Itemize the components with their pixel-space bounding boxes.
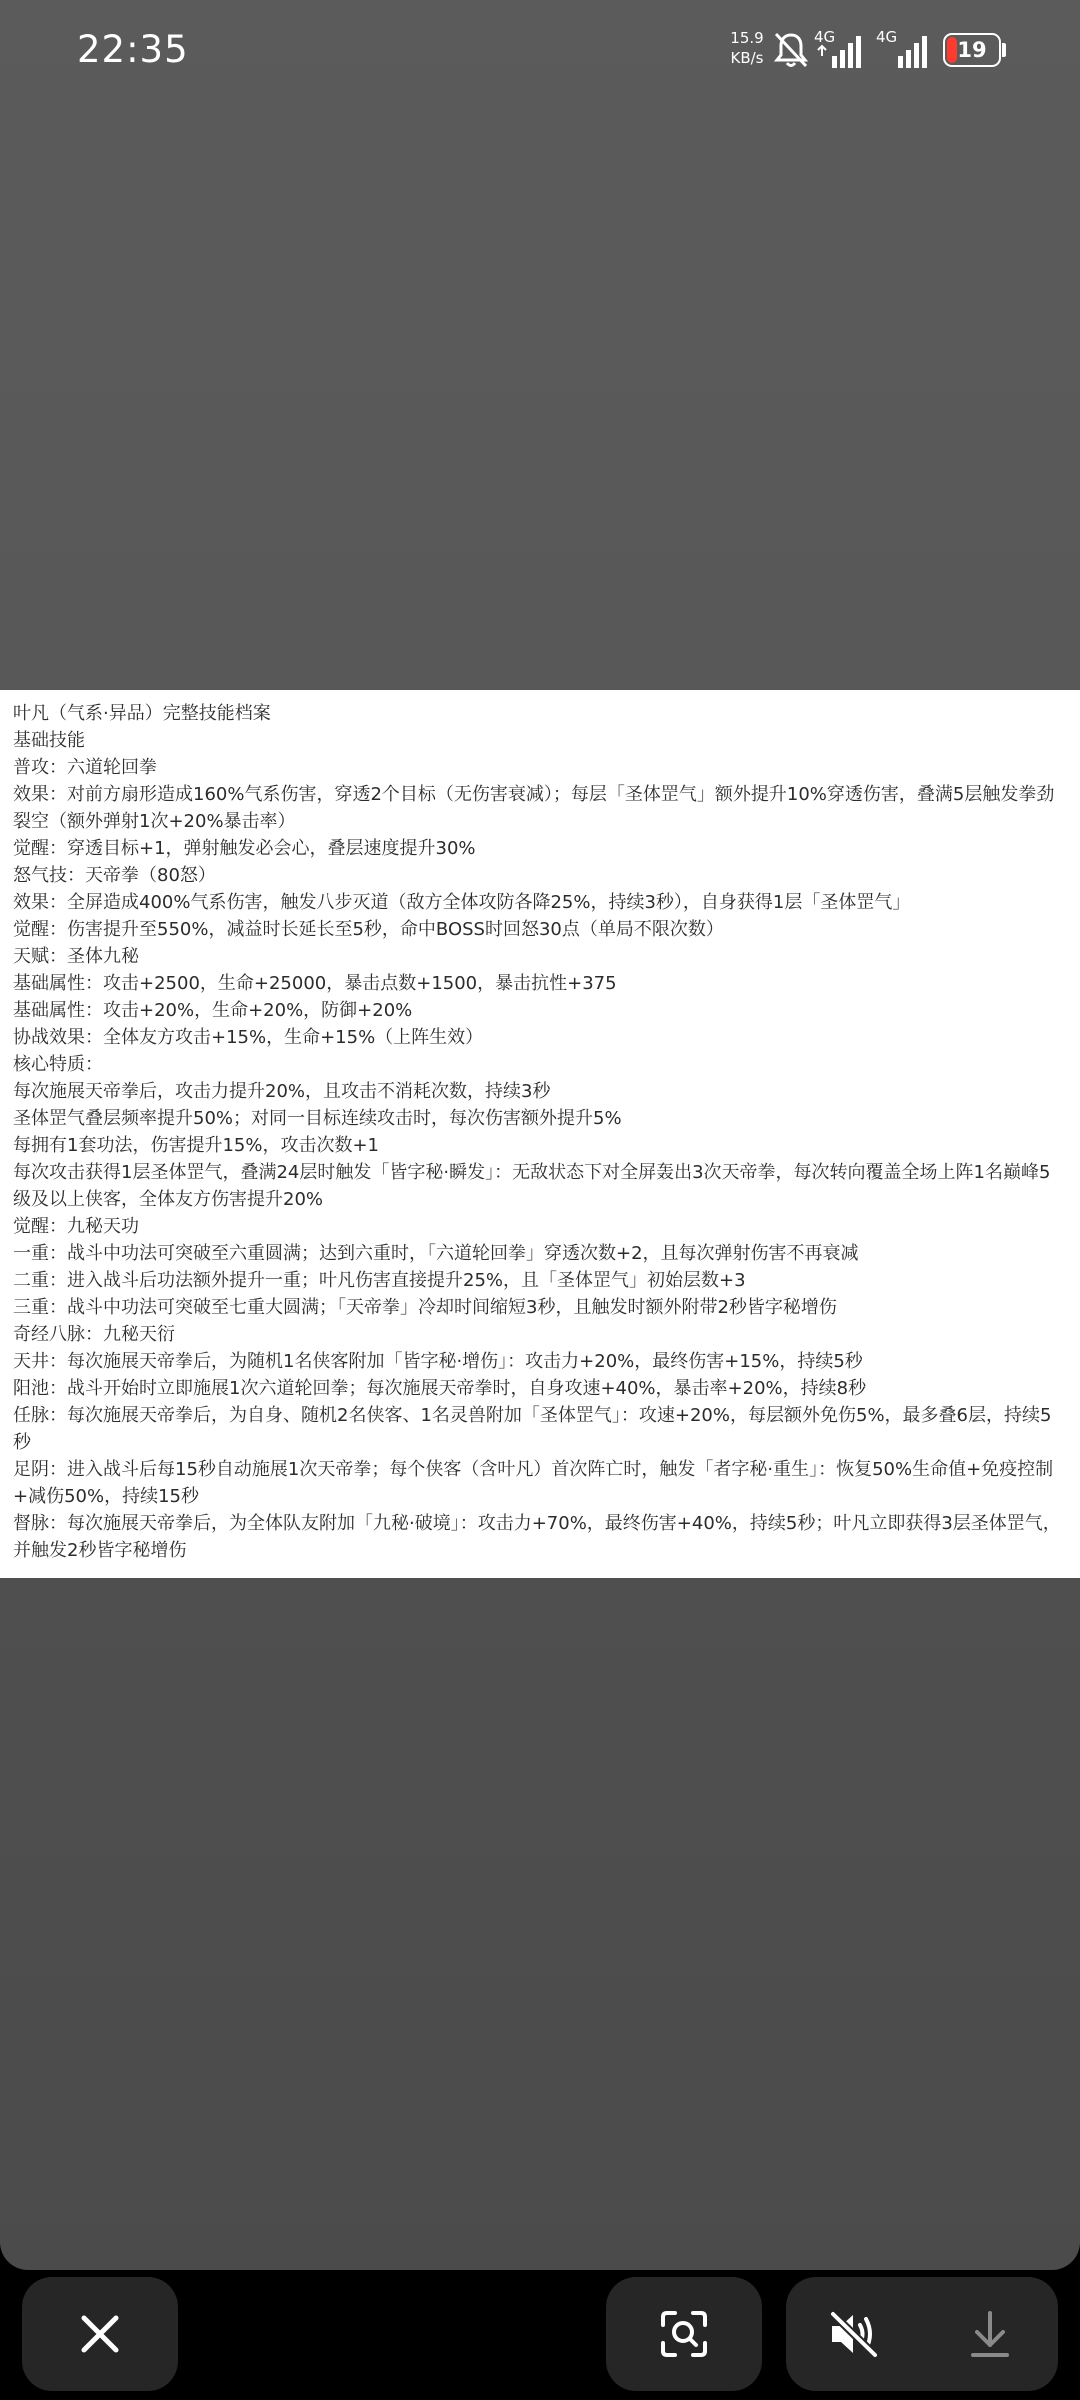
network-speed — [724, 28, 770, 68]
document-line: 怒气技：天帝拳（80怒） — [13, 865, 216, 886]
document-line: 阳池：战斗开始时立即施展1次六道轮回拳；每次施展天帝拳时，自身攻速+40%，暴击率+20%，持续8秒 — [13, 1378, 867, 1399]
battery-indicator — [943, 33, 1001, 67]
document-line: 觉醒：九秘天功 — [13, 1216, 139, 1237]
sim1-network-type: 4G — [814, 28, 836, 46]
document-line: 效果：对前方扇形造成160%气系伤害，穿透2个目标（无伤害衰减）；每层「圣体罡气」额外提升10%穿透伤害，叠满5层触发拳劲裂空（额外弹射1次+20%暴击率） — [13, 784, 1055, 832]
close-button[interactable] — [22, 2277, 178, 2391]
document-line: 效果：全屏造成400%气系伤害，触发八步灭道（敌方全体攻防各降25%，持续3秒），自身获得1层「圣体罡气」 — [13, 892, 911, 913]
download-button[interactable] — [922, 2277, 1058, 2391]
mute-button[interactable] — [786, 2277, 922, 2391]
document-line: 天井：每次施展天帝拳后，为随机1名侠客附加「皆字秘·增伤」：攻击力+20%，最终伤害+15%，持续5秒 — [13, 1351, 863, 1372]
document-line: 基础属性：攻击+20%，生命+20%，防御+20% — [13, 1000, 413, 1021]
document-line: 每次攻击获得1层圣体罡气，叠满24层时触发「皆字秘·瞬发」：无敌状态下对全屏轰出3次天帝拳，每次转向覆盖全场上阵1名巅峰5级及以上侠客，全体友方伤害提升20% — [13, 1162, 1051, 1210]
document-line: 叶凡（气系·异品）完整技能档案 — [13, 703, 271, 724]
sim2-network-type: 4G — [876, 28, 898, 46]
document-line: 基础技能 — [13, 730, 85, 751]
speaker-muted-icon — [827, 2309, 881, 2359]
document-line: 觉醒：穿透目标+1，弹射触发必会心，叠层速度提升30% — [13, 838, 476, 859]
status-bar — [0, 0, 1080, 100]
document-line: 任脉：每次施展天帝拳后，为自身、随机2名侠客、1名灵兽附加「圣体罡气」：攻速+20%，每层额外免伤5%，最多叠6层，持续5秒 — [13, 1405, 1052, 1453]
document-line: 三重：战斗中功法可突破至七重大圆满；「天帝拳」冷却时间缩短3秒，且触发时额外附带2秒皆字秘增伤 — [13, 1297, 837, 1318]
download-icon — [968, 2309, 1012, 2359]
document-line: 一重：战斗中功法可突破至六重圆满；达到六重时，「六道轮回拳」穿透次数+2，且每次弹射伤害不再衰减 — [13, 1243, 859, 1264]
media-controls — [786, 2277, 1058, 2391]
battery-cap — [1002, 43, 1006, 57]
document-line: 协战效果：全体友方攻击+15%，生命+15%（上阵生效） — [13, 1027, 484, 1048]
document-line: 每次施展天帝拳后，攻击力提升20%，且攻击不消耗次数，持续3秒 — [13, 1081, 551, 1102]
image-search-button[interactable] — [606, 2277, 762, 2391]
document-line: 每拥有1套功法，伤害提升15%，攻击次数+1 — [13, 1135, 379, 1156]
close-icon — [78, 2312, 122, 2356]
signal-icon — [812, 28, 868, 70]
document-line: 圣体罡气叠层频率提升50%；对同一目标连续攻击时，每次伤害额外提升5% — [13, 1108, 622, 1129]
document-line: 督脉：每次施展天帝拳后，为全体队友附加「九秘·破境」：攻击力+70%，最终伤害+40%，持续5秒；叶凡立即获得3层圣体罡气，并触发2秒皆字秘增伤 — [13, 1513, 1061, 1561]
image-search-icon — [659, 2309, 709, 2359]
notifications-muted-icon — [772, 30, 810, 70]
document-line: 核心特质： — [13, 1054, 103, 1075]
document-line: 普攻：六道轮回拳 — [13, 757, 157, 778]
document-line: 基础属性：攻击+2500，生命+25000，暴击点数+1500，暴击抗性+375 — [13, 973, 617, 994]
document-line: 足阴：进入战斗后每15秒自动施展1次天帝拳；每个侠客（含叶凡）首次阵亡时，触发「者字秘·重生」：恢复50%生命值+免疫控制+减伤50%，持续15秒 — [13, 1459, 1054, 1507]
status-time: 22:35 — [77, 28, 189, 71]
document-line: 奇经八脉：九秘天衍 — [13, 1324, 175, 1345]
document-line: 觉醒：伤害提升至550%，减益时长延长至5秒，命中BOSS时回怒30点（单局不限次数） — [13, 919, 724, 940]
document-line: 二重：进入战斗后功法额外提升一重；叶凡伤害直接提升25%，且「圣体罡气」初始层数+3 — [13, 1270, 746, 1291]
battery-level: 19 — [957, 38, 987, 62]
network-speed-unit: KB/s — [730, 49, 764, 67]
signal-icon — [874, 28, 934, 70]
network-speed-value: 15.9 — [730, 29, 764, 47]
document-line: 天赋：圣体九秘 — [13, 946, 139, 967]
document-image — [0, 690, 1080, 1578]
